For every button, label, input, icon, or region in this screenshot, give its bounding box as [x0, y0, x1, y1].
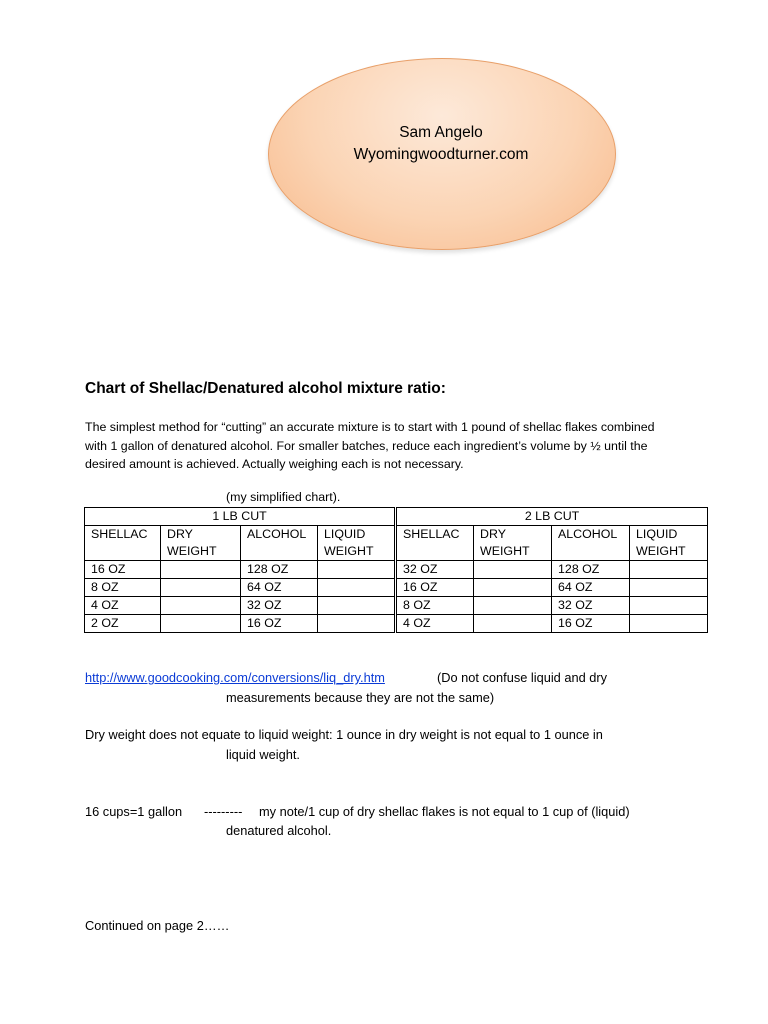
table-cell: 4 OZ	[396, 615, 474, 633]
table-cell	[630, 561, 708, 579]
table-cell	[630, 615, 708, 633]
table-cell: 128 OZ	[552, 561, 630, 579]
table-cell	[318, 615, 396, 633]
column-header: LIQUID WEIGHT	[630, 526, 708, 561]
table-cell	[474, 579, 552, 597]
table-cell	[630, 579, 708, 597]
table-cell: 32 OZ	[396, 561, 474, 579]
intro-paragraph	[85, 418, 725, 474]
cups-dashes: ---------	[204, 804, 243, 819]
table-cell	[630, 597, 708, 615]
table-cell: 32 OZ	[552, 597, 630, 615]
table-row	[85, 561, 708, 579]
table-cell: 128 OZ	[241, 561, 318, 579]
column-header: SHELLAC	[85, 526, 161, 561]
intro-line: desired amount is achieved. Actually weighing each is not necessary.	[85, 457, 464, 471]
goodcooking-link[interactable]: http://www.goodcooking.com/conversions/liq_dry.htm	[85, 670, 385, 685]
table-row	[85, 615, 708, 633]
table-cell	[474, 615, 552, 633]
page-heading: Chart of Shellac/Denatured alcohol mixture ratio:	[85, 380, 446, 397]
table-cell: 2 OZ	[85, 615, 161, 633]
author-name: Sam Angelo	[399, 124, 483, 141]
link-note-line1: (Do not confuse liquid and dry	[437, 670, 608, 685]
column-header: ALCOHOL	[241, 526, 318, 561]
author-website: Wyomingwoodturner.com	[353, 146, 529, 163]
table-cell	[161, 597, 241, 615]
table-cell: 64 OZ	[552, 579, 630, 597]
column-header: SHELLAC	[396, 526, 474, 561]
table-cell	[318, 597, 396, 615]
table-cell: 32 OZ	[241, 597, 318, 615]
table-cell: 64 OZ	[241, 579, 318, 597]
column-header: LIQUID WEIGHT	[318, 526, 396, 561]
table-row	[85, 597, 708, 615]
cups-label: 16 cups=1 gallon	[85, 804, 183, 819]
table-cell	[161, 615, 241, 633]
cups-note-line2: denatured alcohol.	[226, 823, 332, 838]
table-cell: 8 OZ	[396, 597, 474, 615]
mixture-table	[84, 507, 708, 633]
column-header: ALCOHOL	[552, 526, 630, 561]
table-row	[85, 579, 708, 597]
table-cell: 16 OZ	[85, 561, 161, 579]
table-cell	[318, 579, 396, 597]
cut-header-row	[85, 508, 708, 526]
table-cell	[161, 579, 241, 597]
table-cell: 4 OZ	[85, 597, 161, 615]
column-header: DRY WEIGHT	[474, 526, 552, 561]
column-header: DRY WEIGHT	[161, 526, 241, 561]
table-cell: 16 OZ	[396, 579, 474, 597]
continued-note: Continued on page 2……	[85, 918, 230, 933]
oval-text	[268, 122, 614, 166]
dry-weight-line2: liquid weight.	[226, 747, 300, 762]
table-cell: 16 OZ	[552, 615, 630, 633]
column-header-row	[85, 526, 708, 561]
table-cell: 16 OZ	[241, 615, 318, 633]
intro-line: with 1 gallon of denatured alcohol. For smaller batches, reduce each ingredient’s volume by ½ until the	[85, 438, 648, 453]
dry-weight-line1: Dry weight does not equate to liquid weight: 1 ounce in dry weight is not equal to 1 ounce in	[85, 727, 603, 742]
table-cell	[474, 561, 552, 579]
intro-line: The simplest method for “cutting” an accurate mixture is to start with 1 pound of shellac flakes combined	[85, 420, 655, 434]
table-cell	[474, 597, 552, 615]
cut-header-1lb: 1 LB CUT	[85, 508, 396, 526]
cut-header-2lb: 2 LB CUT	[396, 508, 708, 526]
table-cell	[161, 561, 241, 579]
table-cell	[318, 561, 396, 579]
link-note-line2: measurements because they are not the same)	[226, 690, 495, 705]
cups-note-line1: my note/1 cup of dry shellac flakes is not equal to 1 cup of (liquid)	[259, 804, 630, 819]
table-cell: 8 OZ	[85, 579, 161, 597]
chart-note: (my simplified chart).	[226, 490, 341, 504]
